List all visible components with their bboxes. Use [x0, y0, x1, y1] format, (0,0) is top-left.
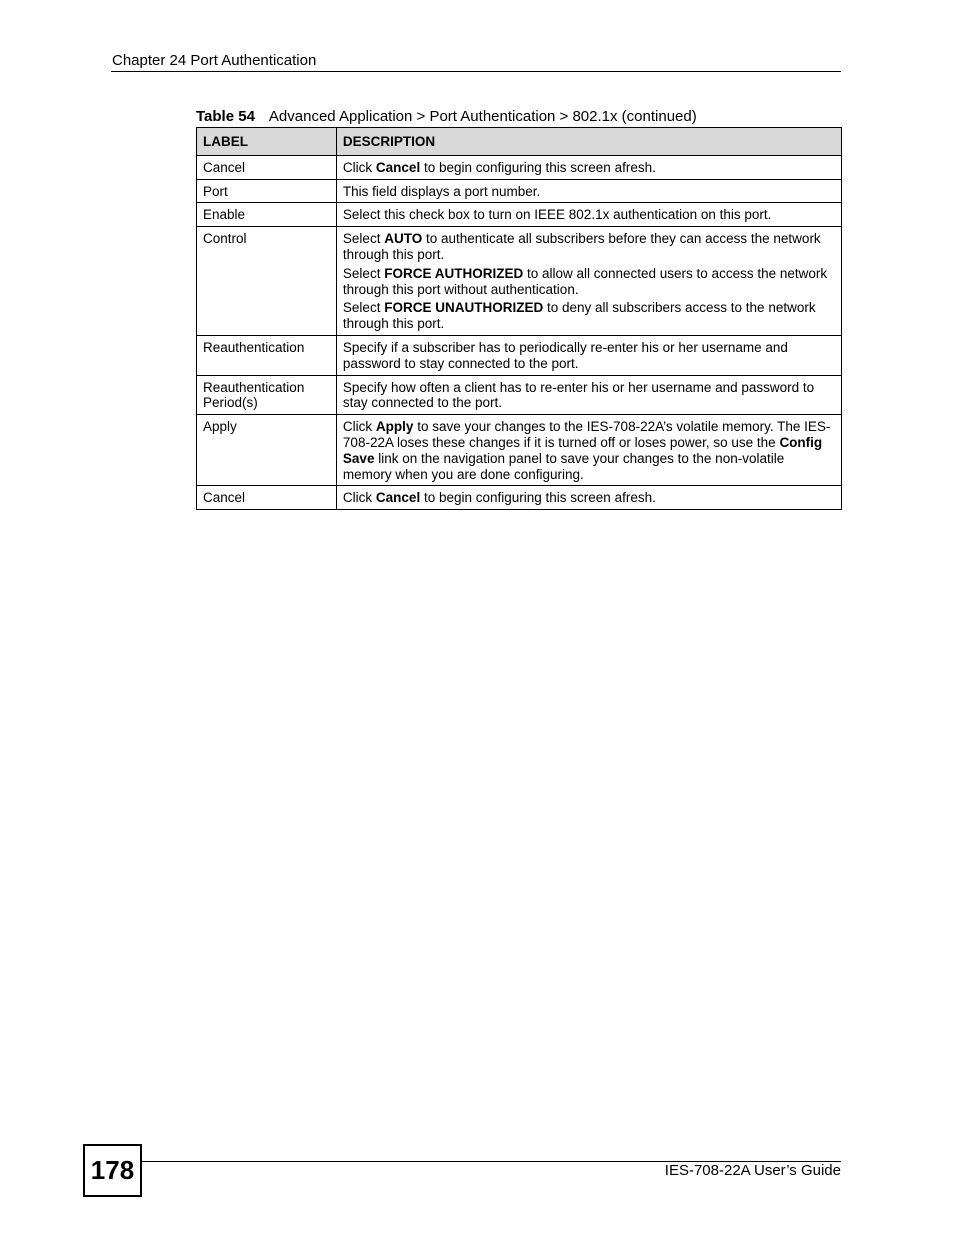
- bold-term: AUTO: [384, 231, 423, 247]
- row-description: [336, 415, 841, 486]
- row-label: Control: [197, 227, 337, 336]
- description-text: Click: [342, 490, 376, 506]
- table-row: [197, 179, 842, 203]
- table-row: [197, 227, 842, 336]
- page-number: 178: [83, 1144, 142, 1197]
- description-text: to allow all connected users to access the network through this port without authentication.: [342, 265, 828, 297]
- bold-term: FORCE AUTHORIZED: [384, 265, 524, 281]
- description-paragraph: [343, 340, 835, 372]
- row-description: [336, 486, 841, 510]
- description-paragraph: [343, 490, 835, 506]
- header-divider: [111, 71, 841, 72]
- table-number: Table 54: [196, 108, 255, 125]
- description-text: to authenticate all subscribers before they can access the network through this port.: [342, 231, 821, 262]
- table-row: [197, 335, 842, 375]
- row-label: Enable: [197, 203, 337, 227]
- description-text: to deny all subscribers access to the network through this port.: [342, 300, 816, 332]
- description-paragraph: [343, 231, 835, 263]
- description-text: to save your changes to the IES-708-22A’s volatile memory. The IES-708-22A loses these changes if it is turned off or loses power, so use the: [342, 419, 831, 450]
- description-text: This field displays a port number.: [342, 183, 541, 199]
- table-row: [197, 375, 842, 415]
- description-text: Click: [342, 419, 376, 435]
- table-row: [197, 203, 842, 227]
- description-text: Click: [342, 159, 376, 175]
- row-description: [336, 375, 841, 415]
- row-description: [336, 227, 841, 336]
- table-row: [197, 155, 842, 179]
- description-text: Select: [342, 231, 385, 247]
- description-text: Specify how often a client has to re-enter his or her username and password to stay connected to the port.: [342, 379, 815, 411]
- description-paragraph: [343, 266, 835, 298]
- description-paragraph: [343, 160, 835, 176]
- row-label: Reauthentication: [197, 335, 337, 375]
- description-paragraph: [343, 207, 835, 223]
- description-paragraph: [343, 300, 835, 332]
- table-row: [197, 486, 842, 510]
- table-caption: [196, 108, 697, 125]
- bold-term: Config Save: [342, 434, 823, 466]
- table-title: Advanced Application > Port Authentication > 802.1x (continued): [268, 108, 697, 125]
- row-description: [336, 155, 841, 179]
- description-text: Select: [342, 265, 385, 281]
- row-label: Port: [197, 179, 337, 203]
- row-description: [336, 335, 841, 375]
- column-header-label: LABEL: [197, 128, 337, 156]
- row-label: Cancel: [197, 155, 337, 179]
- description-text: link on the navigation panel to save your changes to the non-volatile memory when you are done configuring.: [342, 450, 785, 482]
- chapter-header: Chapter 24 Port Authentication: [112, 52, 317, 69]
- description-text: Select: [342, 300, 385, 316]
- bold-term: Apply: [375, 419, 414, 435]
- row-description: [336, 203, 841, 227]
- row-description: [336, 179, 841, 203]
- column-header-description: DESCRIPTION: [336, 128, 841, 156]
- bold-term: Cancel: [375, 159, 421, 175]
- description-text: Specify if a subscriber has to periodically re-enter his or her username and password to stay connected to the port.: [342, 339, 788, 371]
- table-body: [197, 155, 842, 509]
- description-text: to begin configuring this screen afresh.: [420, 490, 656, 506]
- table-row: [197, 415, 842, 486]
- bold-term: Cancel: [375, 490, 421, 506]
- description-text: to begin configuring this screen afresh.: [420, 159, 656, 175]
- table-header-row: [197, 128, 842, 156]
- description-paragraph: [343, 380, 835, 412]
- row-label: Cancel: [197, 486, 337, 510]
- row-label: Apply: [197, 415, 337, 486]
- description-table: [196, 127, 842, 510]
- description-paragraph: [343, 419, 835, 482]
- guide-title: IES-708-22A User’s Guide: [664, 1162, 841, 1179]
- bold-term: FORCE UNAUTHORIZED: [384, 300, 544, 316]
- description-paragraph: [343, 184, 835, 200]
- description-text: Select this check box to turn on IEEE 802.1x authentication on this port.: [342, 207, 772, 223]
- row-label: Reauthentication Period(s): [197, 375, 337, 415]
